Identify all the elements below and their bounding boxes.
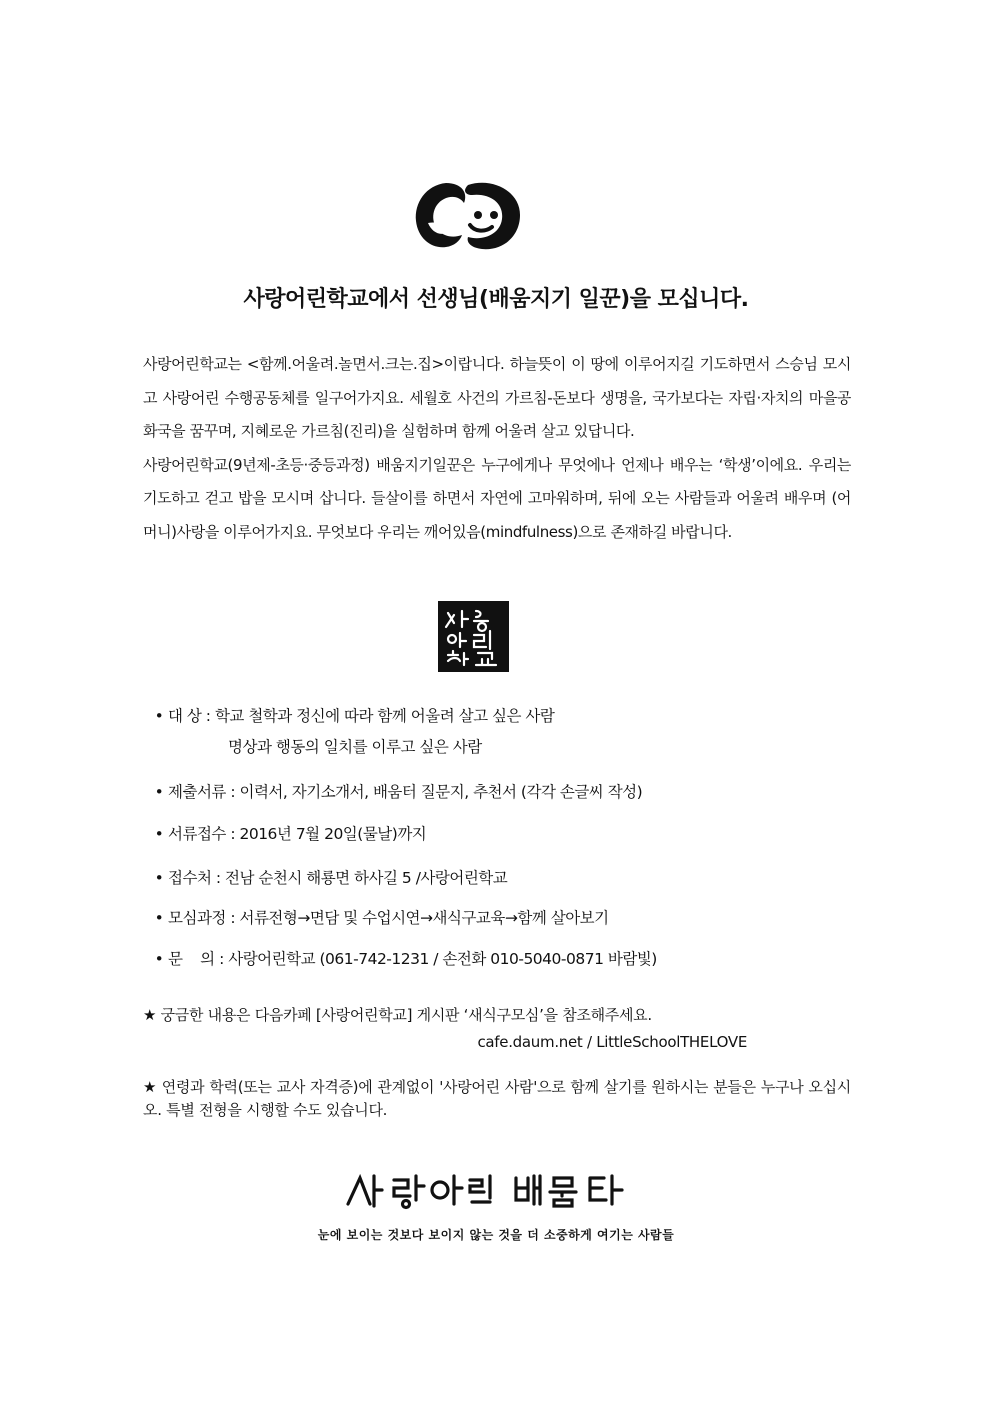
eligibility-note: ★ 연령과 학력(또는 교사 자격증)에 관계없이 '사랑어린 사람'으로 함께 살기를 원하시는 분들은 누구나 오십시오. 특별 전형을 시행할 수도 있습니다. [143, 1078, 851, 1119]
cafe-note [143, 1004, 851, 1054]
bullet-icon: • [154, 825, 164, 843]
cafe-note-text: ★ 궁금한 내용은 다음카페 [사랑어린학교] 게시판 ‘새식구모심’을 참조해주세요. [143, 1006, 652, 1024]
bullet-icon: • [154, 783, 164, 801]
bullet-icon: • [154, 707, 164, 725]
detail-item-documents: • 제출서류 : 이력서, 자기소개서, 배움터 질문지, 추천서 (각각 손글씨 작성) [150, 780, 642, 802]
detail-item-process: • 모심과정 : 서류전형→면담 및 수업시연→새식구교육→함께 살아보기 [150, 906, 609, 928]
school-ink-logo [408, 175, 526, 255]
intro-text [143, 348, 851, 549]
detail-item-address: • 접수처 : 전남 순천시 해룡면 하사길 5 /사랑어린학교 [150, 866, 507, 888]
bullet-icon: • [154, 950, 164, 968]
detail-item-target: • 대 상 : 학교 철학과 정신에 따라 함께 어울려 살고 싶은 사람 명상과 행동의 일치를 이루고 싶은 사람 [150, 704, 554, 726]
detail-item-target-cont: 명상과 행동의 일치를 이루고 싶은 사람 [228, 738, 482, 756]
intro-paragraph-1: 사랑어린학교는 <함께.어울려.놀면서.크는.집>이랍니다. 하늘뜻이 이 땅에 이루어지길 기도하면서 스승님 모시고 사랑어린 수행공동체를 일구어가지요. 세월호 사건의 가르침-돈보다 생명을, 국가보다는 자립·자치의 마을공화국을 꿈꾸며, 지혜로운 가르침(진리)을 실험하며 함께 어울려 살고 있답니다. [143, 355, 851, 440]
page-title: 사랑어린학교에서 선생님(배움지기 일꾼)을 모십니다. [243, 287, 749, 312]
signature-calligraphy [340, 1170, 650, 1210]
cafe-url: cafe.daum.net / LittleSchoolTHELOVE [477, 1033, 747, 1051]
bullet-icon: • [154, 909, 164, 927]
detail-item-deadline: • 서류접수 : 2016년 7월 20일(물날)까지 [150, 822, 426, 844]
intro-paragraph-2: 사랑어린학교(9년제-초등·중등과정) 배움지기일꾼은 누구에게나 무엇에나 언제나 배우는 ‘학생’이에요. 우리는 기도하고 걷고 밥을 모시며 삽니다. 들살이를 하면서 자연에 고마워하며, 뒤에 오는 사람들과 어울려 배우며 (어머니)사랑을 이루어가지요. 무엇보다 우리는 깨어있음(mindfulness)으로 존재하길 바랍니다. [143, 455, 851, 541]
bullet-icon: • [154, 869, 164, 887]
school-calligraphy-badge [438, 601, 509, 672]
detail-item-contact: • 문 의 : 사랑어린학교 (061-742-1231 / 손전화 010-5040-0871 바람빛) [150, 947, 657, 969]
slogan: 눈에 보이는 것보다 보이지 않는 것을 더 소중하게 여기는 사람들 [317, 1228, 675, 1242]
